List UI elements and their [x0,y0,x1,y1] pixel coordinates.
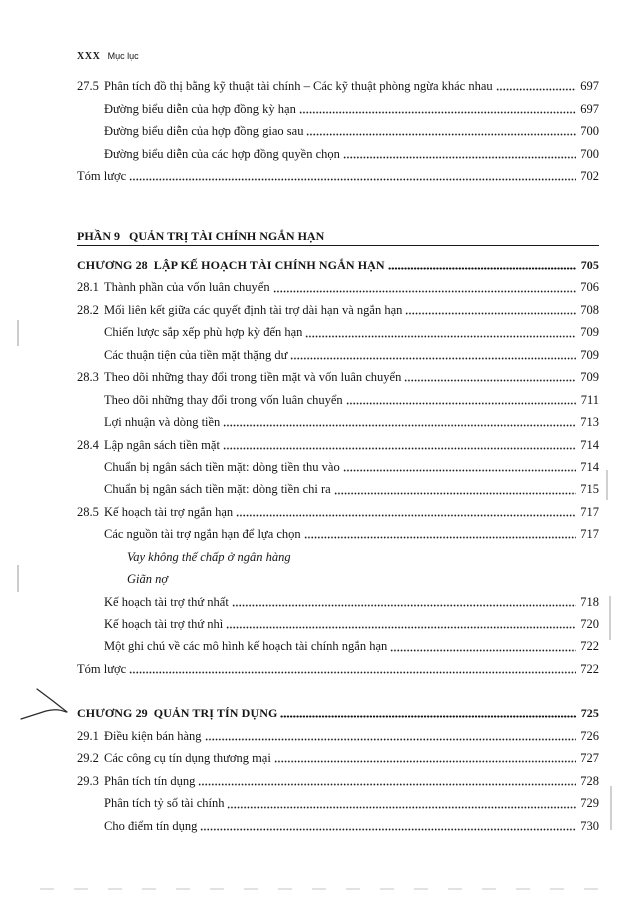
subsubsection-title: Vay không thế chấp ở ngân hàng [127,549,291,564]
toc-section-entry [77,276,599,298]
dot-leader [280,702,576,725]
section-number: 29.1 [77,728,99,743]
page-number: 709 [580,325,599,340]
part-title: QUẢN TRỊ TÀI CHÍNH NGẮN HẠN [129,229,325,243]
page-number: 700 [580,146,599,161]
running-header [77,48,139,64]
dot-leader [200,815,576,838]
toc-section-entry [77,366,599,388]
section-number: 28.1 [77,280,99,295]
dot-leader [306,120,576,143]
subsection-title: Đường biểu diễn của các hợp đồng quyền chọn [104,146,340,161]
section-number: 28.2 [77,302,99,317]
page-number: 706 [580,280,599,295]
toc-subsection-entry [77,815,599,838]
part-heading [77,226,599,246]
toc-subsection-entry [77,321,599,343]
toc-chapter-29 [77,702,599,838]
dot-leader [405,299,576,321]
chapter-title: QUẢN TRỊ TÍN DỤNG [153,706,278,720]
toc-subsection-entry [77,143,599,166]
page-number: 715 [580,482,599,497]
pen-mark-tail [21,710,66,719]
page-number: 722 [580,639,599,654]
dot-leader [346,389,576,411]
dot-leader [305,321,576,343]
page-number: 714 [580,459,599,474]
dot-leader [334,478,576,500]
dot-leader [223,434,576,456]
subsection-title: Kế hoạch tài trợ thứ nhì [104,617,224,631]
page-number: 708 [580,302,599,317]
chapter-label: CHƯƠNG 29 [77,706,148,720]
dot-leader [299,98,576,121]
page-number: 709 [580,347,599,362]
toc-subsection-entry [77,344,599,366]
section-number: 28.5 [77,504,99,519]
dot-leader [388,254,576,276]
page-number: 717 [580,527,599,542]
section-title: Phân tích tín dụng [104,773,196,788]
dot-leader [273,276,576,298]
dot-leader [274,747,576,770]
page-number: 705 [580,258,599,272]
dot-leader [343,143,576,166]
toc-subsection-entry [77,613,599,635]
toc-section-entry [77,299,599,321]
section-title: Mối liên kết giữa các quyết định tài trợ dài hạn và ngắn hạn [104,302,403,317]
dot-leader [227,792,576,815]
toc-section-entry [77,75,599,98]
section-title: Kế hoạch tài trợ ngắn hạn [104,504,234,519]
page-roman-numeral: XXX [77,51,101,62]
page-number: 720 [580,617,599,631]
page-number: 725 [580,706,599,720]
toc-subsection-entry [77,456,599,478]
dot-leader [226,613,576,635]
page-number: 726 [580,728,599,743]
toc-section-entry [77,434,599,456]
page-number: 713 [580,415,599,430]
toc-subsubsection-entry [77,568,599,590]
summary-title: Tóm lược [77,169,127,183]
toc-section-entry [77,725,599,748]
toc-subsection-entry [77,523,599,545]
page-number: 700 [580,124,599,138]
dot-leader [304,523,576,545]
toc-subsection-entry [77,120,599,143]
section-number: 27.5 [77,79,99,93]
section-title: Điều kiện bán hàng [104,728,202,743]
section-number: 29.2 [77,751,99,766]
dot-leader [129,658,576,680]
section-title: Các công cụ tín dụng thương mại [104,751,271,766]
subsection-title: Cho điểm tín dụng [104,818,198,833]
page-number: 714 [580,437,599,452]
section-number: 29.3 [77,773,99,788]
page-number: 718 [580,594,599,609]
page-number: 727 [580,751,599,766]
subsection-title: Chiến lược sắp xếp phù hợp kỳ đến hạn [104,325,303,340]
chapter-heading [77,254,599,276]
pen-mark [37,689,67,712]
dot-leader [198,770,576,793]
toc-section-entry [77,747,599,770]
toc-subsection-entry [77,792,599,815]
page-number: 728 [580,773,599,788]
subsection-title: Đường biểu diễn của hợp đồng kỳ hạn [104,101,296,116]
dot-leader [236,501,576,523]
toc-subsubsection-entry [77,546,599,568]
chapter-heading [77,702,599,725]
chapter-label: CHƯƠNG 28 [77,258,148,272]
toc-subsection-entry [77,478,599,500]
page-number: 730 [580,818,599,833]
section-title: Phân tích đồ thị bằng kỹ thuật tài chính – Các kỹ thuật phòng ngừa khác nhau [104,79,493,93]
subsection-title: Chuẩn bị ngân sách tiền mặt: dòng tiền thu vào [104,459,340,474]
toc-section-entry [77,770,599,793]
subsection-title: Kế hoạch tài trợ thứ nhất [104,594,229,609]
toc-continued-entries [77,75,599,188]
toc-chapter-28 [77,254,599,680]
subsubsection-title: Giãn nợ [127,572,169,587]
dot-leader [205,725,576,748]
subsection-title: Đường biểu diễn của hợp đồng giao sau [104,124,304,138]
page-number: 697 [580,79,599,93]
section-title: Thành phần của vốn luân chuyển [104,280,270,295]
header-title: Mục lục [107,51,139,61]
section-title: Theo dõi những thay đổi trong tiền mặt và vốn luân chuyển [104,370,402,385]
section-number: 28.4 [77,437,99,452]
toc-summary-entry [77,658,599,680]
dot-leader [343,456,576,478]
section-title: Lập ngân sách tiền mặt [104,437,220,452]
toc-subsection-entry [77,411,599,433]
dot-leader [496,75,576,98]
toc-subsection-entry [77,635,599,657]
chapter-title: LẬP KẾ HOẠCH TÀI CHÍNH NGẮN HẠN [153,258,385,272]
part-label: PHẦN 9 [77,229,120,243]
subsection-title: Theo dõi những thay đổi trong vốn luân chuyển [104,392,343,407]
toc-subsection-entry [77,591,599,613]
dot-leader [390,635,576,657]
subsection-title: Phân tích tỷ số tài chính [104,796,225,811]
page-number: 709 [580,370,599,385]
subsection-title: Một ghi chú về các mô hình kế hoạch tài chính ngắn hạn [104,639,388,654]
toc-section-entry [77,501,599,523]
dot-leader [404,366,576,388]
subsection-title: Chuẩn bị ngân sách tiền mặt: dòng tiền chi ra [104,482,331,497]
dot-leader [232,591,576,613]
page-number: 711 [580,392,599,407]
summary-title: Tóm lược [77,661,127,676]
dot-leader [129,165,576,188]
dot-leader [290,344,576,366]
page-number: 697 [580,101,599,116]
toc-summary-entry [77,165,599,188]
subsection-title: Các nguồn tài trợ ngắn hạn để lựa chọn [104,527,301,542]
toc-subsection-entry [77,98,599,121]
toc-subsection-entry [77,389,599,411]
dot-leader [223,411,576,433]
page-number: 702 [580,169,599,183]
page-number: 722 [580,661,599,676]
subsection-title: Các thuận tiện của tiền mặt thặng dư [104,347,288,362]
page-number: 729 [580,796,599,811]
subsection-title: Lợi nhuận và dòng tiền [104,415,221,430]
section-number: 28.3 [77,370,99,385]
page-number: 717 [580,504,599,519]
